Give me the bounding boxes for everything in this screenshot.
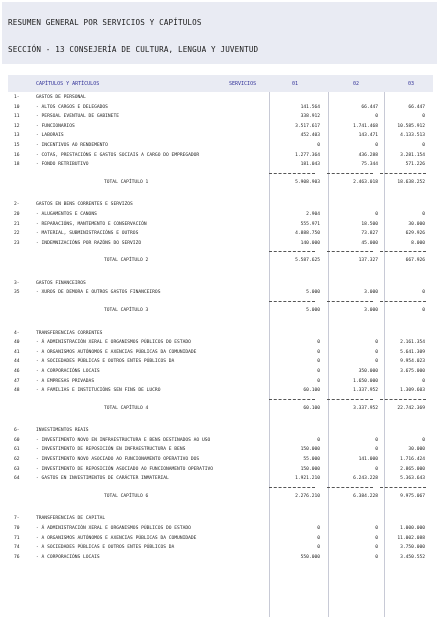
row-code: 20 <box>14 211 20 217</box>
row-description: - REPARACIÓNS, MANTEMENTO E CONSERVACIÓN <box>36 221 147 227</box>
value-service-01: 452.403 <box>300 133 320 139</box>
value-service-01: 3.517.617 <box>295 123 320 129</box>
value-service-02: 3.000 <box>364 308 378 313</box>
value-service-03: 0 <box>422 378 425 384</box>
value-service-02: 0 <box>375 554 378 560</box>
table-row <box>8 113 433 121</box>
value-service-03: 11.002.088 <box>397 535 425 541</box>
row-description: TOTAL CAPÍTULO 1 <box>104 179 149 185</box>
subtotal-rule <box>380 251 426 252</box>
value-service-01: 0 <box>317 525 320 531</box>
value-service-03: 1.309.603 <box>400 388 425 394</box>
value-service-03: 0 <box>422 437 425 443</box>
table-row <box>8 554 433 562</box>
row-code: 48 <box>14 388 20 394</box>
table-row <box>8 142 433 150</box>
value-service-01: 550.000 <box>300 554 320 560</box>
value-service-02: 45.000 <box>361 240 378 246</box>
value-service-02: 143.471 <box>358 133 378 139</box>
value-service-03: 5.641.309 <box>400 349 425 355</box>
header-services: SERVICIOS <box>229 81 257 87</box>
value-service-02: 0 <box>375 545 378 551</box>
row-description: - A ORGANISMOS AUTÓNOMOS E AXENCIAS PÚBLICAS DA COMUNIDADE <box>36 535 197 541</box>
subtotal-rule <box>269 487 315 488</box>
table-row <box>8 132 433 140</box>
value-service-03: 5.363.643 <box>400 476 425 482</box>
value-service-01: 2.276.210 <box>295 493 320 499</box>
chapter-row <box>8 201 433 209</box>
table-row <box>8 123 433 131</box>
table-row <box>8 387 433 395</box>
row-code: 1- <box>14 95 20 100</box>
table-row <box>8 221 433 229</box>
value-service-02: 73.827 <box>361 231 378 237</box>
row-description: GASTOS FINANCEIROS <box>36 280 86 286</box>
row-description: TOTAL CAPÍTULO 6 <box>104 493 149 499</box>
subtotal-rule <box>380 173 426 174</box>
value-service-01: 181.043 <box>300 162 320 168</box>
row-description: - ALTOS CARGOS E DELEGADOS <box>36 104 108 110</box>
row-code: 21 <box>14 221 20 227</box>
table-row <box>8 349 433 357</box>
value-service-02: 0 <box>375 349 378 355</box>
row-code: 61 <box>14 447 20 453</box>
value-service-03: 0 <box>422 114 425 120</box>
value-service-01: 60.100 <box>303 388 320 394</box>
value-service-02: 0 <box>375 447 378 453</box>
value-service-02: 350.000 <box>358 368 378 374</box>
row-description: - INVESTIMENTO NOVO EN INFRAESTRUCTURA E BENS DESTINADOS AO USO <box>36 437 211 443</box>
value-service-01: 141.564 <box>300 104 320 110</box>
report-header <box>2 2 437 64</box>
value-service-02: 0 <box>375 114 378 120</box>
row-description: - A SOCIEDADES PÚBLICAS E OUTROS ENTES PÚBLICOS DA <box>36 545 175 551</box>
value-service-01: 150.000 <box>300 447 320 453</box>
value-service-03: 629.926 <box>405 231 425 237</box>
value-service-03: 571.226 <box>405 162 425 168</box>
row-description: GASTOS DE PERSONAL <box>36 95 86 100</box>
subtotal-rule <box>327 301 373 302</box>
section-title: SECCIÓN - 13 CONSEJERÍA DE CULTURA, LENGUA Y JUVENTUD <box>8 45 259 54</box>
table-row <box>8 475 433 483</box>
subtotal-rule <box>269 173 315 174</box>
row-code: 70 <box>14 525 20 531</box>
value-service-01: 5.000 <box>306 290 320 296</box>
row-code: 60 <box>14 437 20 443</box>
row-code: 6- <box>14 428 20 434</box>
value-service-01: 140.000 <box>300 240 320 246</box>
value-service-01: 0 <box>317 378 320 384</box>
subtotal-rule <box>269 399 315 400</box>
subtotal-rule <box>327 399 373 400</box>
chapter-row <box>8 330 433 338</box>
value-service-03: 18.638.252 <box>397 179 425 185</box>
value-service-01: 555.971 <box>300 221 320 227</box>
chapter-row <box>8 280 433 288</box>
value-service-03: 9.975.067 <box>400 493 425 499</box>
table-row <box>8 358 433 366</box>
table-row <box>8 437 433 445</box>
row-description: - A ORGANISMOS AUTÓNOMOS E AXENCIAS PÚBLICAS DA COMUNIDADE <box>36 349 197 355</box>
row-description: GASTOS EN BENS CORRENTES E SERVIZOS <box>36 202 133 208</box>
value-service-02: 0 <box>375 535 378 541</box>
report-title: RESUMEN GENERAL POR SERVICIOS Y CAPÍTULOS <box>8 18 202 27</box>
value-service-02: 141.000 <box>358 457 378 462</box>
value-service-02: 75.344 <box>361 162 378 168</box>
chapter-row <box>8 515 433 523</box>
row-code: 15 <box>14 143 20 148</box>
value-service-02: 0 <box>375 340 378 346</box>
row-description: - A CORPORACIÓNS LOCAIS <box>36 554 100 560</box>
row-description: - FONDO RETRIBUTIVO <box>36 162 89 168</box>
value-service-01: 5.908.903 <box>295 179 320 185</box>
row-description: - GASTOS EN INVESTIMENTOS DE CARÁCTER INMATERIAL <box>36 476 169 482</box>
row-code: 18 <box>14 162 20 168</box>
row-description: - ALUGAMENTOS E CANONS <box>36 211 97 217</box>
value-service-02: 0 <box>375 211 378 217</box>
table-row <box>8 230 433 238</box>
table-row <box>8 240 433 248</box>
table-row <box>8 161 433 169</box>
table-row <box>8 211 433 219</box>
row-code: 71 <box>14 535 20 541</box>
row-code: 44 <box>14 359 20 365</box>
value-service-03: 1.716.424 <box>400 457 425 462</box>
value-service-02: 3.000 <box>364 290 378 296</box>
row-description: - INVESTIMENTO NOVO ASOCIADO AO FUNCIONAMENTO OPERATIVO DOS <box>36 457 200 462</box>
subtotal-rule <box>380 301 426 302</box>
subtotal-rule <box>380 487 426 488</box>
row-code: 63 <box>14 466 20 472</box>
table-row <box>8 339 433 347</box>
row-code: 16 <box>14 152 20 158</box>
row-code: 23 <box>14 240 20 246</box>
row-code: 64 <box>14 476 20 482</box>
total-row <box>8 179 433 187</box>
row-code: 76 <box>14 554 20 560</box>
table-row <box>8 456 433 464</box>
header-service-02: 02 <box>353 81 360 87</box>
row-description: - LABORAIS <box>36 133 64 139</box>
table-header <box>8 75 433 92</box>
value-service-03: 9.954.023 <box>400 359 425 365</box>
value-service-03: 3.675.000 <box>400 368 425 374</box>
total-row <box>8 257 433 265</box>
value-service-01: 0 <box>317 535 320 541</box>
value-service-02: 1.337.952 <box>353 388 378 394</box>
value-service-02: 66.447 <box>361 104 378 110</box>
value-service-01: 2.904 <box>306 211 320 217</box>
value-service-03: 8.000 <box>411 240 425 246</box>
subtotal-rule <box>380 399 426 400</box>
header-service-01: 01 <box>292 81 299 87</box>
value-service-01: 0 <box>317 437 320 443</box>
table-body <box>8 92 433 617</box>
row-description: - INDEMNIZACIÓNS POR RAZÓNS DO SERVIZO <box>36 240 142 246</box>
row-description: - A CORPORACIÓNS LOCAIS <box>36 368 100 374</box>
table-row <box>8 535 433 543</box>
row-code: 74 <box>14 545 20 551</box>
row-code: 4- <box>14 330 20 336</box>
subtotal-rule <box>327 487 373 488</box>
total-row <box>8 405 433 413</box>
subtotal-rule <box>327 251 373 252</box>
row-description: - INVESTIMENTO DE REPOSICIÓN ASOCIADO AO FUNCIONAMENTO OPERATIVO <box>36 466 214 472</box>
row-code: 41 <box>14 349 20 355</box>
value-service-03: 22.742.369 <box>397 405 425 411</box>
row-description: - XUROS DE DEMORA E OUTROS GASTOS FINANCEIROS <box>36 290 161 296</box>
value-service-02: 2.463.018 <box>353 179 378 185</box>
value-service-02: 1.741.468 <box>353 123 378 129</box>
table-row <box>8 446 433 454</box>
row-description: - Á ADMINISTRACIÓN XERAL E ORGANISMOS PÚBLICOS DO ESTADO <box>36 340 191 346</box>
value-service-01: 338.912 <box>300 114 320 120</box>
row-description: - Á ADMINISTRACIÓN XERAL E ORGANISMOS PÚBLICOS DO ESTADO <box>36 525 191 531</box>
value-service-03: 0 <box>422 211 425 217</box>
value-service-02: 0 <box>375 525 378 531</box>
value-service-03: 66.447 <box>408 104 425 110</box>
row-description: - MATERIAL, SUBMINISTRACIÓNS E OUTROS <box>36 231 139 237</box>
row-description: - A EMPRESAS PRIVADAS <box>36 378 95 384</box>
value-service-03: 667.926 <box>405 258 425 264</box>
row-description: TOTAL CAPÍTULO 2 <box>104 258 149 264</box>
row-code: 62 <box>14 457 20 462</box>
row-code: 11 <box>14 114 20 120</box>
value-service-03: 0 <box>422 290 425 296</box>
total-row <box>8 307 433 315</box>
subtotal-rule <box>269 251 315 252</box>
header-service-03: 03 <box>408 81 415 87</box>
value-service-03: 3.281.154 <box>400 152 425 158</box>
value-service-01: 0 <box>317 143 320 148</box>
row-code: 3- <box>14 280 20 286</box>
table-row <box>8 368 433 376</box>
row-description: TOTAL CAPÍTULO 4 <box>104 405 149 411</box>
row-code: 2- <box>14 202 20 208</box>
row-code: 13 <box>14 133 20 139</box>
value-service-03: 3.450.552 <box>400 554 425 560</box>
row-description: - COTAS, PRESTACIÓNS E GASTOS SOCIAIS A CARGO DO EMPREGADOR <box>36 152 200 158</box>
value-service-02: 137.327 <box>358 258 378 264</box>
budget-table <box>8 75 433 560</box>
value-service-03: 10.585.912 <box>397 123 425 129</box>
value-service-02: 0 <box>375 359 378 365</box>
table-row <box>8 152 433 160</box>
value-service-03: 1.000.000 <box>400 525 425 531</box>
row-description: - A FAMILIAS E INSTITUCIÓNS SEN FINS DE LUCRO <box>36 388 161 394</box>
value-service-01: 4.888.750 <box>295 231 320 237</box>
value-service-01: 0 <box>317 349 320 355</box>
row-code: 7- <box>14 516 20 522</box>
row-description: - INCENTIVOS AO RENDEMENTO <box>36 143 108 148</box>
value-service-03: 0 <box>422 143 425 148</box>
header-chapters: CAPÍTULOS Y ARTÍCULOS <box>36 81 100 87</box>
value-service-03: 30.000 <box>408 221 425 227</box>
table-row <box>8 544 433 552</box>
value-service-01: 5.587.625 <box>295 258 320 264</box>
value-service-03: 4.133.513 <box>400 133 425 139</box>
value-service-01: 60.100 <box>303 405 320 411</box>
value-service-03: 3.750.000 <box>400 545 425 551</box>
table-row <box>8 289 433 297</box>
row-code: 12 <box>14 123 20 129</box>
total-row <box>8 493 433 501</box>
row-description: TRANSFERENCIAS DE CAPITAL <box>36 516 106 522</box>
value-service-02: 18.500 <box>361 221 378 227</box>
chapter-row <box>8 427 433 435</box>
value-service-02: 436.288 <box>358 152 378 158</box>
value-service-02: 6.243.228 <box>353 476 378 482</box>
row-code: 47 <box>14 378 20 384</box>
row-code: 40 <box>14 340 20 346</box>
row-description: TOTAL CAPÍTULO 3 <box>104 308 149 313</box>
value-service-01: 150.000 <box>300 466 320 472</box>
value-service-03: 0 <box>422 308 425 313</box>
row-description: INVESTIMENTOS REAIS <box>36 428 89 434</box>
table-row <box>8 378 433 386</box>
row-description: TRANSFERENCIAS CORRENTES <box>36 330 103 336</box>
row-code: 10 <box>14 104 20 110</box>
value-service-03: 2.865.000 <box>400 466 425 472</box>
row-code: 46 <box>14 368 20 374</box>
table-row <box>8 104 433 112</box>
value-service-02: 3.337.952 <box>353 405 378 411</box>
value-service-02: 0 <box>375 143 378 148</box>
value-service-01: 5.000 <box>306 308 320 313</box>
value-service-01: 0 <box>317 359 320 365</box>
value-service-02: 0 <box>375 466 378 472</box>
value-service-01: 55.000 <box>303 457 320 462</box>
chapter-row <box>8 94 433 102</box>
value-service-03: 2.161.354 <box>400 340 425 346</box>
subtotal-rule <box>269 301 315 302</box>
value-service-01: 0 <box>317 368 320 374</box>
value-service-01: 0 <box>317 545 320 551</box>
table-row <box>8 525 433 533</box>
value-service-01: 0 <box>317 340 320 346</box>
value-service-02: 1.650.000 <box>353 378 378 384</box>
value-service-01: 1.277.364 <box>295 152 320 158</box>
row-description: - A SOCIEDADES PÚBLICAS E OUTROS ENTES PÚBLICOS DA <box>36 359 175 365</box>
value-service-02: 6.384.228 <box>353 493 378 499</box>
row-description: - FUNCIONARIOS <box>36 123 75 129</box>
row-code: 35 <box>14 290 20 296</box>
row-description: - PERSOAL EVENTUAL DE GABINETE <box>36 114 119 120</box>
value-service-03: 30.000 <box>408 447 425 453</box>
value-service-01: 1.921.210 <box>295 476 320 482</box>
row-description: - INVESTIMENTO DE REPOSICIÓN EN INFRAESTRUCTURA E BENS <box>36 447 186 453</box>
subtotal-rule <box>327 173 373 174</box>
value-service-02: 0 <box>375 437 378 443</box>
table-row <box>8 466 433 474</box>
row-code: 22 <box>14 231 20 237</box>
